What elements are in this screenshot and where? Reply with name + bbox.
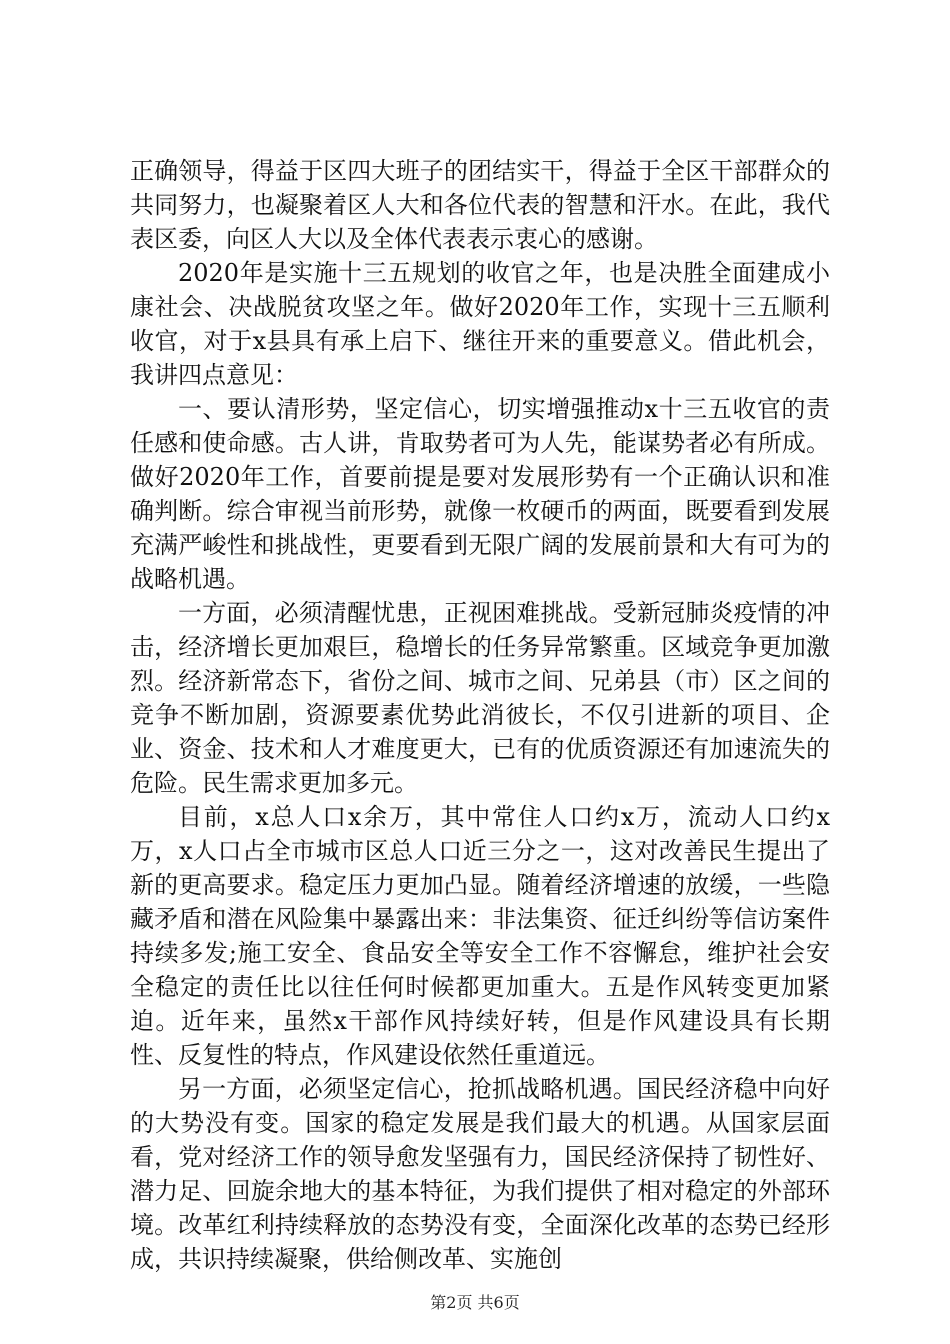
paragraph-challenges: 一方面，必须清醒忧患，正视困难挑战。受新冠肺炎疫情的冲击，经济增长更加艰巨，稳增长的任务异常繁重。区域竞争更加激烈。经济新常态下，省份之间、城市之间、兄弟县（市）区之间的竞争不断加剧，资源要素优势此消彼长，不仅引进新的项目、企业、资金、技术和人才难度更大，已有的优质资源还有加速流失的危险。民生需求更加多元。 xyxy=(130,599,830,797)
document-body xyxy=(130,154,830,1276)
paragraph-2020-overview: 2020年是实施十三五规划的收官之年，也是决胜全面建成小康社会、决战脱贫攻坚之年。做好2020年工作，实现十三五顺利收官，对于x县具有承上启下、继往开来的重要意义。借此机会，我讲四点意见： xyxy=(130,259,830,389)
paragraph-continuation: 正确领导，得益于区四大班子的团结实干，得益于全区干部群众的共同努力，也凝聚着区人大和各位代表的智慧和汗水。在此，我代表区委，向区人大以及全体代表表示衷心的感谢。 xyxy=(130,157,830,253)
paragraph-point-one: 一、要认清形势，坚定信心，切实增强推动x十三五收官的责任感和使命感。古人讲，肯取势者可为人先，能谋势者必有所成。做好2020年工作，首要前提是要对发展形势有一个正确认识和准确判断。综合审视当前形势，就像一枚硬币的两面，既要看到发展充满严峻性和挑战性，更要看到无限广阔的发展前景和大有可为的战略机遇。 xyxy=(130,395,830,593)
page-number-footer: 第2页 共6页 xyxy=(430,1293,520,1312)
paragraph-population: 目前，x总人口x余万，其中常住人口约x万，流动人口约x万，x人口占全市城市区总人口近三分之一，这对改善民生提出了新的更高要求。稳定压力更加凸显。随着经济增速的放缓，一些隐藏矛盾和潜在风险集中暴露出来：非法集资、征迁纠纷等信访案件持续多发;施工安全、食品安全等安全工作不容懈怠，维护社会安全稳定的责任比以往任何时候都更加重大。五是作风转变更加紧迫。近年来，虽然x干部作风持续好转，但是作风建设具有长期性、反复性的特点，作风建设依然任重道远。 xyxy=(130,803,830,1069)
paragraph-opportunities: 另一方面，必须坚定信心，抢抓战略机遇。国民经济稳中向好的大势没有变。国家的稳定发展是我们最大的机遇。从国家层面看，党对经济工作的领导愈发坚强有力，国民经济保持了韧性好、潜力足、回旋余地大的基本特征，为我们提供了相对稳定的外部环境。改革红利持续释放的态势没有变，全面深化改革的态势已经形成，共识持续凝聚，供给侧改革、实施创 xyxy=(130,1075,830,1273)
